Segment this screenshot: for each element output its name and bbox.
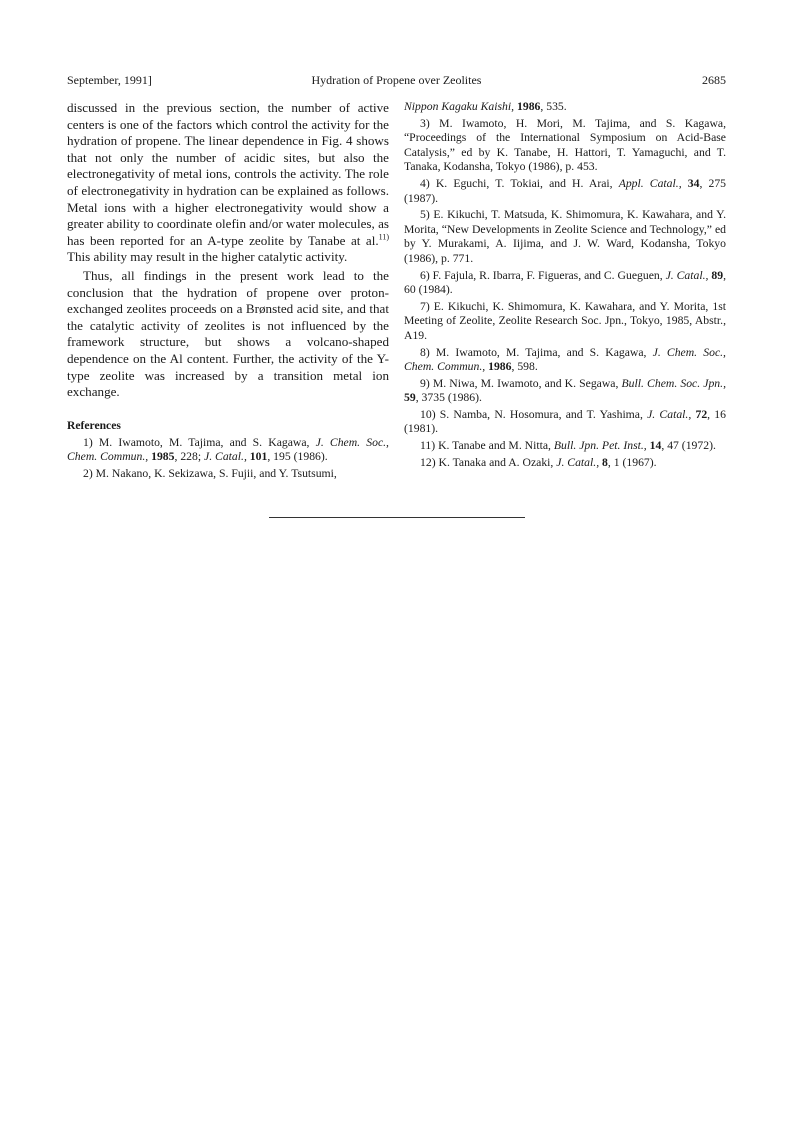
reference-12 (404, 456, 726, 471)
reference-1-journal: J. Chem. Soc., Chem. Commun., (67, 435, 389, 464)
reference-2-tail: , 535. (540, 100, 567, 113)
body-paragraph-1-text: discussed in the previous section, the number of active centers is one of the factors which control the activity for the hydration of propene. The linear dependence in Fig. 4 shows that not only the number of acidic sites, but also the electronegativity of metal ions, controls the activity. The role of electronegativity in hydration can be explained as follows. Metal ions with a higher electronegativity would show a greater ability to coordinate olefin and/or water molecules, as has been reported for an A-type zeolite by Tanabe at al. (67, 100, 389, 248)
reference-11-journal: Bull. Jpn. Pet. Inst., (553, 439, 647, 453)
reference-5 (404, 208, 726, 266)
reference-9 (404, 377, 726, 406)
reference-12-volume: 8 (599, 455, 608, 469)
reference-8 (404, 346, 726, 375)
reference-2 (67, 467, 389, 482)
reference-6-volume: 89 (708, 268, 724, 282)
page-number: 2685 (702, 73, 726, 87)
citation-superscript: 11) (378, 232, 389, 242)
reference-6-authors: 6) F. Fajula, R. Ibarra, F. Figueras, and C. Gueguen, (420, 268, 666, 282)
reference-7 (404, 300, 726, 344)
body-paragraph-2: Thus, all findings in the present work lead to the conclusion that the hydration of propene over proton-exchanged zeolites proceeds on a Brønsted acid site, and that the catalytic activity of zeolites is not influenced by the framework structure, but shows a volcano-shaped dependence on the Al content. Further, the activity of the Y-type zeolite was increased by a transition metal ion exchange. (67, 267, 389, 400)
reference-2-year: 1986 (514, 100, 541, 113)
reference-6-tail: , 60 (1984). (404, 268, 726, 297)
reference-12-authors: 12) K. Tanaka and A. Ozaki, (420, 455, 557, 469)
reference-1-year: 1985 (148, 450, 175, 464)
reference-1 (67, 436, 389, 465)
reference-4-tail: , 275 (1987). (404, 176, 727, 205)
reference-6-journal: J. Catal., (665, 268, 709, 282)
reference-3 (404, 117, 726, 175)
references-heading: References (67, 418, 121, 432)
body-paragraph-1-tail: This ability may result in the higher catalytic activity. (67, 249, 348, 265)
reference-9-volume: 59 (404, 391, 416, 405)
reference-2-authors: 2) M. Nakano, K. Sekizawa, S. Fujii, and Y. Tsutsumi, (83, 466, 337, 480)
reference-1-volume-2: 101 (246, 450, 268, 464)
reference-8-authors: 8) M. Iwamoto, M. Tajima, and S. Kagawa, (420, 345, 653, 359)
reference-2-journal: Nippon Kagaku Kaishi, (404, 100, 515, 113)
reference-11 (404, 439, 726, 454)
reference-12-journal: J. Catal., (556, 455, 600, 469)
reference-11-volume: 14 (646, 439, 662, 453)
reference-11-authors: 11) K. Tanabe and M. Nitta, (420, 439, 554, 453)
reference-4 (404, 177, 726, 206)
right-column (404, 100, 726, 470)
reference-10-journal: J. Catal., (647, 407, 692, 421)
reference-10 (404, 408, 726, 437)
reference-4-journal: Appl. Catal., (618, 176, 682, 190)
body-paragraph-1 (67, 100, 389, 266)
reference-12-tail: , 1 (1967). (607, 455, 657, 469)
reference-9-tail: , 3735 (1986). (415, 391, 482, 405)
reference-8-tail: , 598. (511, 360, 538, 374)
reference-1-pages: , 228; (174, 450, 205, 464)
reference-7-text: 7) E. Kikuchi, K. Shimomura, K. Kawahara, and Y. Morita, 1st Meeting of Zeolite, Zeolite Research Soc. Jpn., Tokyo, 1985, Abstr., A19. (404, 299, 726, 342)
reference-1-journal-2: J. Catal., (204, 450, 247, 464)
reference-9-authors: 9) M. Niwa, M. Iwamoto, and K. Segawa, (420, 376, 622, 390)
reference-11-tail: , 47 (1972). (661, 439, 716, 453)
end-of-article-rule (269, 517, 525, 518)
reference-1-tail: , 195 (1986). (267, 450, 328, 464)
reference-8-journal: J. Chem. Soc., Chem. Commun., (404, 345, 726, 374)
reference-9-journal: Bull. Chem. Soc. Jpn., (621, 376, 726, 390)
reference-2-continued (404, 100, 726, 115)
reference-1-authors: 1) M. Iwamoto, M. Tajima, and S. Kagawa, (83, 435, 316, 449)
reference-4-volume: 34 (681, 176, 700, 190)
reference-5-text: 5) E. Kikuchi, T. Matsuda, K. Shimomura, K. Kawahara, and Y. Morita, “New Developments in Zeolite Science and Technology,” ed by Y. Murakami, A. Iijima, and J. W. Ward, Kodansha, Tokyo (1986), p. 771. (404, 208, 726, 265)
reference-4-authors: 4) K. Eguchi, T. Tokiai, and H. Arai, (420, 176, 619, 190)
reference-3-text: 3) M. Iwamoto, H. Mori, M. Tajima, and S. Kagawa, “Proceedings of the International Symposium on Acid-Base Catalysis,” ed by K. Tanabe, H. Hattori, T. Yamaguchi, and T. Tanaka, Kodansha, Tokyo (1986), p. 453. (404, 116, 726, 174)
reference-10-authors: 10) S. Namba, N. Hosomura, and T. Yashima, (420, 407, 648, 421)
running-title: Hydration of Propene over Zeolites (311, 73, 482, 87)
issue-date: September, 1991] (67, 73, 152, 87)
reference-10-tail: , 16 (1981). (404, 407, 726, 436)
reference-10-volume: 72 (691, 407, 708, 421)
reference-6 (404, 269, 726, 298)
reference-8-volume: 1986 (485, 360, 512, 374)
left-column (67, 100, 389, 481)
